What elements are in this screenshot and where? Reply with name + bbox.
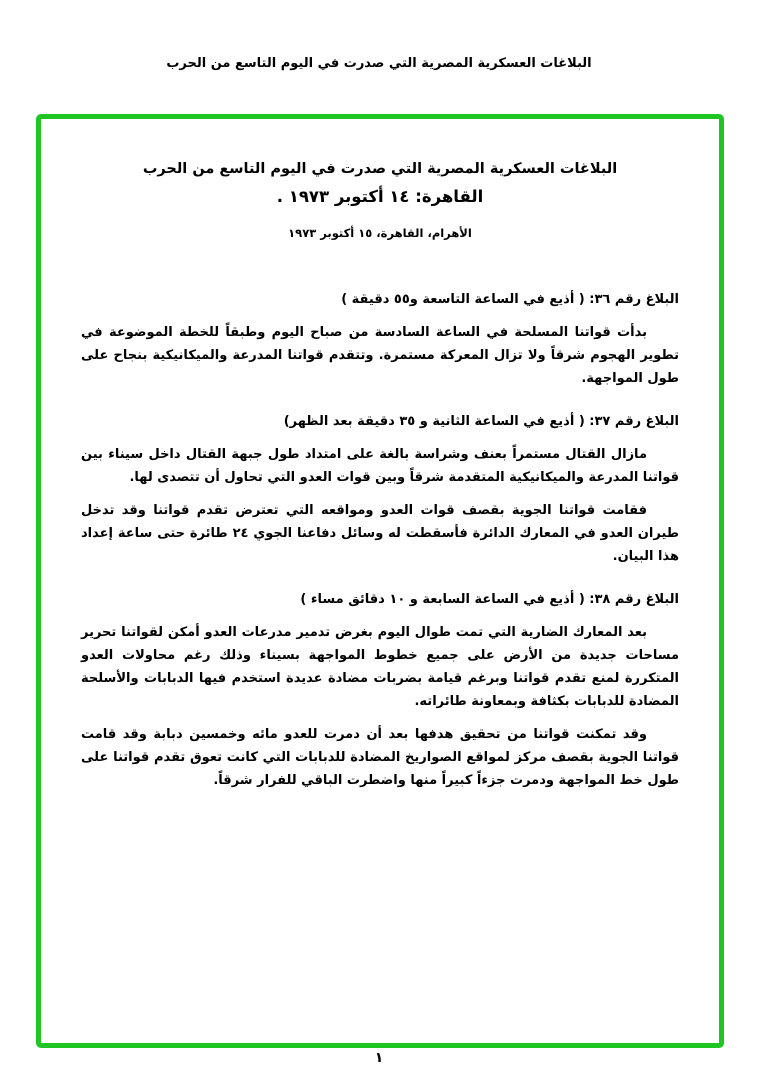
document-dateline: القاهرة: ١٤ أكتوبر ١٩٧٣ .	[276, 187, 484, 206]
communique-36-paragraph: بدأت قواتنا المسلحة في الساعة السادسة من صباح اليوم وطبقاً للخطة الموضوعة في تطوير الهجوم شرقاً ولا تزال المعركة مستمرة. وتتقدم قواتنا المدرعة والميكانيكية بنجاح على طول المواجهة.	[81, 325, 679, 386]
communique-36-heading: البلاغ رقم ٣٦: ( أذيع في الساعة التاسعة و٥٥ دقيقة )	[341, 292, 679, 307]
communique-38-heading: البلاغ رقم ٣٨: ( أذيع في الساعة السابعة و ١٠ دقائق مساء )	[300, 592, 679, 607]
document-body	[81, 288, 679, 792]
communique-37-heading: البلاغ رقم ٣٧: ( أذيع في الساعة الثانية و ٣٥ دقيقة بعد الظهر)	[283, 414, 679, 429]
communique-38-paragraph-2: وقد تمكنت قواتنا من تحقيق هدفها بعد أن دمرت للعدو مائه وخمسين دبابة وقد قامت قواتنا الجوية بقصف مركز لمواقع الصواريخ المضادة للدبابات التي كانت تعوق تقدم قواتنا على طول خط المواجهة ودمرت جزءاً كبيراً منها واضطرت الباقي للفرار شرقاً.	[81, 727, 679, 788]
communique-37-paragraph-2: فقامت قواتنا الجوية بقصف قوات العدو ومواقعه التي تعترض تقدم قواتنا وقد تدخل طيران العدو في المعارك الدائرة فأسقطت له وسائل دفاعنا الجوي ٢٤ طائرة حتى ساعة إعداد هذا البيان.	[81, 503, 679, 564]
page-title: البلاغات العسكرية المصرية التي صدرت في اليوم التاسع من الحرب	[166, 56, 592, 71]
document-frame	[36, 114, 724, 1048]
page-number: ١	[374, 1050, 384, 1066]
communique-38-paragraph-1: بعد المعارك الضارية التي تمت طوال اليوم بغرض تدمير مدرعات العدو أمكن لقواتنا تحرير مساحات جديدة من الأرض على جميع خطوط المواجهة بسيناء وذلك رغم محاولات العدو المتكررة لمنع تقدم قواتنا وبرغم قيامة بضربات مضادة عديدة استخدم فيها الدبابات والأسلحة المضادة للدبابات بكثافة وبمعاونة طائراته.	[81, 625, 679, 709]
document-title: البلاغات العسكرية المصرية التي صدرت في اليوم التاسع من الحرب	[142, 161, 618, 177]
document-source: الأهرام، القاهرة، ١٥ أكتوبر ١٩٧٣	[288, 226, 472, 240]
communique-37-paragraph-1: مازال القتال مستمراً بعنف وشراسة بالغة على امتداد طول جبهة القتال داخل سيناء بين قواتنا المدرعة والميكانيكية المتقدمة شرقاً وبين قوات العدو التي تحاول أن تتصدى لها.	[81, 447, 679, 485]
